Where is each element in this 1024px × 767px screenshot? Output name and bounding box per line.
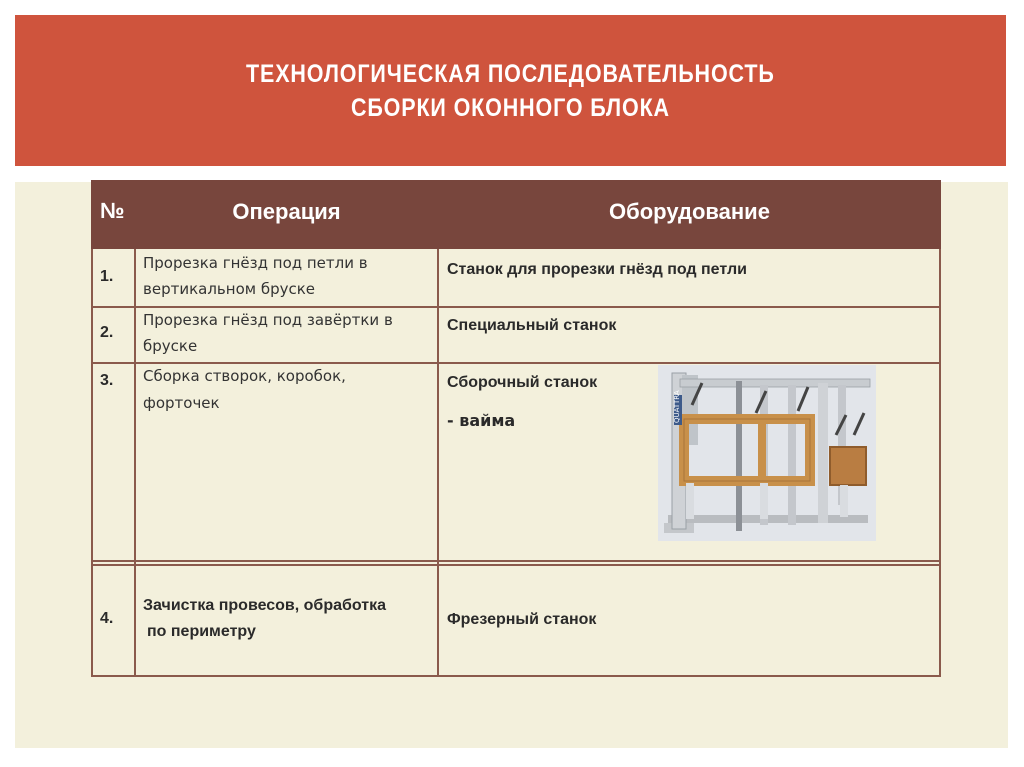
row-number: 2. (100, 324, 114, 341)
row-operation-line-1: Сборка створок, коробок, (143, 367, 346, 385)
row-equipment: Станок для прорезки гнёзд под петли (447, 261, 747, 278)
brand-label: QUATTRA (673, 390, 681, 423)
row-operation-line-2: форточек (143, 394, 220, 412)
table-border-right (939, 249, 941, 677)
assembly-press-image (658, 365, 876, 541)
row-operation-line-1: Прорезка гнёзд под петли в (143, 254, 368, 272)
row-equipment: Специальный станок (447, 317, 617, 334)
row-number: 4. (100, 610, 114, 627)
row-divider-3b (91, 564, 941, 566)
row-operation-line-2: бруске (143, 337, 198, 355)
column-divider-1 (134, 249, 136, 677)
row-operation-line-1: Зачистка провесов, обработка (143, 597, 386, 614)
table-header (91, 180, 941, 249)
row-operation-line-2: вертикальном бруске (143, 280, 316, 298)
row-number: 1. (100, 268, 114, 285)
row-operation-line-1: Прорезка гнёзд под завёртки в (143, 311, 393, 329)
row-equipment: Фрезерный станок (447, 611, 597, 628)
row-divider-3a (91, 560, 941, 562)
row-equipment-note: - вайма (447, 411, 516, 430)
title-banner (15, 15, 1006, 166)
slide-title-line-1: ТЕХНОЛОГИЧЕСКАЯ ПОСЛЕДОВАТЕЛЬНОСТЬ (246, 59, 775, 88)
slide-title-line-2: СБОРКИ ОКОННОГО БЛОКА (351, 93, 670, 122)
header-equipment: Оборудование (609, 199, 770, 224)
row-number: 3. (100, 372, 114, 389)
column-divider-2 (437, 249, 439, 677)
header-operation: Операция (232, 199, 341, 224)
row-operation-line-2: по периметру (147, 623, 256, 640)
table-border-bottom (91, 675, 941, 677)
header-number: № (100, 198, 125, 223)
row-equipment: Сборочный станок (447, 374, 598, 391)
table-border-left (91, 249, 93, 677)
